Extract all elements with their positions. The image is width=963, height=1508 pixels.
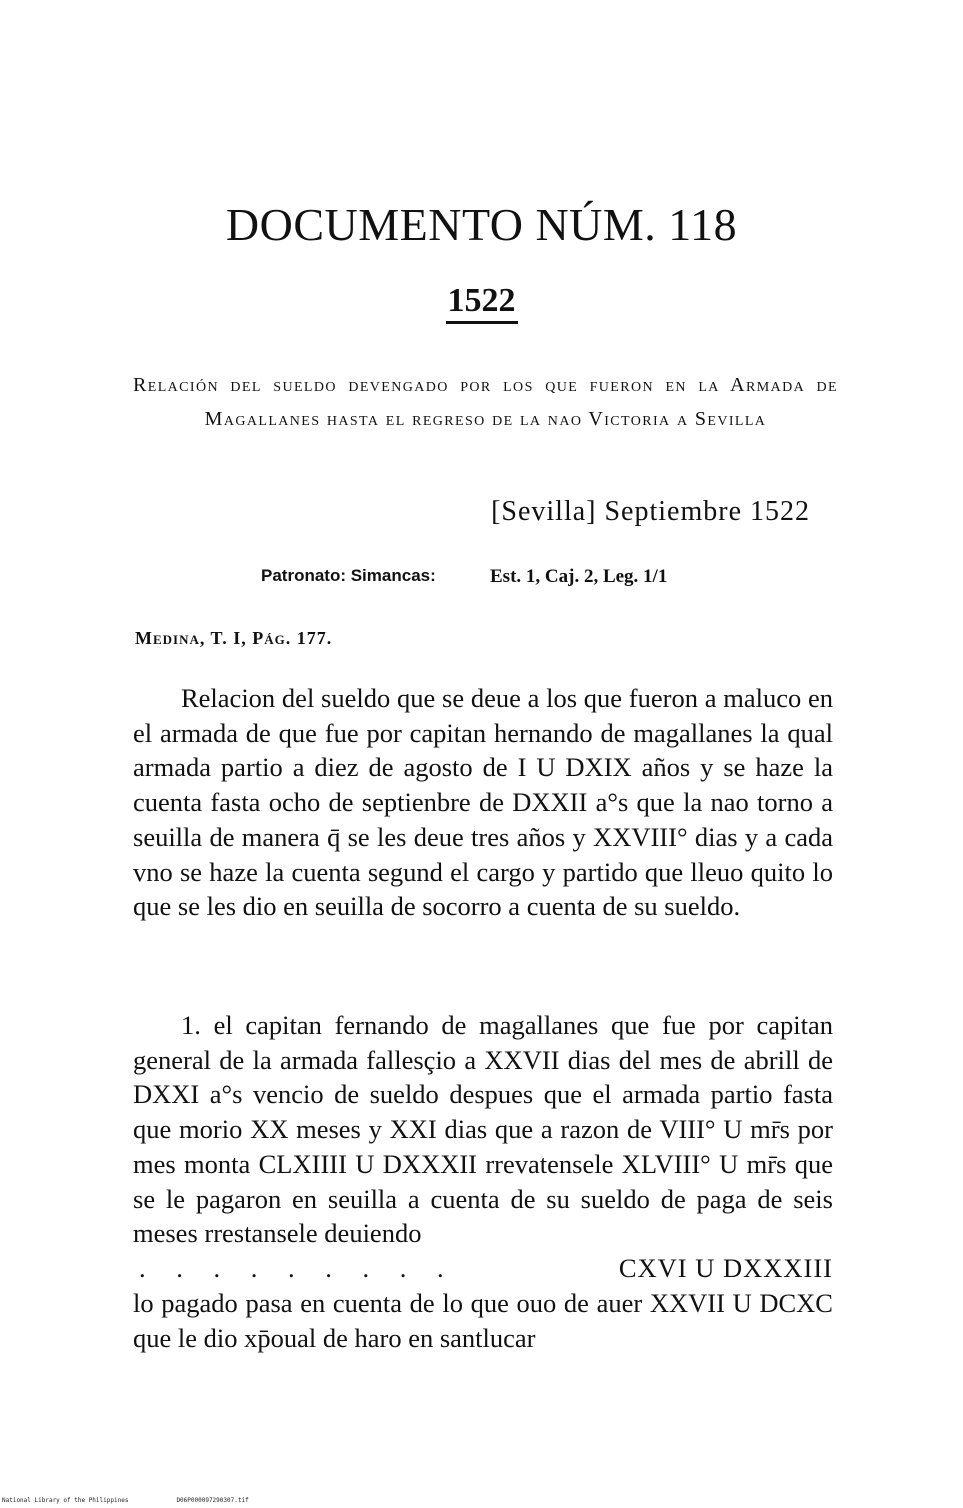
footer-library: National Library of the Philippines [2,1497,129,1504]
document-title: DOCUMENTO NÚM. 118 [225,199,738,250]
paragraph-intro [133,681,833,924]
document-year [0,282,963,320]
archive-label: Patronato: Simancas: [261,566,436,585]
document-heading: Relación del sueldo devengado por los que fueron en la Armada de Magallanes hasta el regreso de la nao Victoria a Sevilla [133,374,838,430]
archive-reference: Est. 1, Caj. 2, Leg. 1/1 [490,566,668,587]
place-date: [Sevilla] Septiembre 1522 [491,496,810,527]
entry-number: 1. [181,1010,201,1040]
document-year-text: 1522 [446,282,518,324]
amount-value: CXVI U DXXXIII [618,1253,833,1283]
paragraph-continuation [133,1286,833,1355]
leader-dots: . . . . . . . . . [139,1253,456,1283]
paragraph-entry-1 [133,1008,833,1251]
footer-file: D06P000097290307.tif [176,1497,249,1504]
scan-footer [2,1497,249,1504]
source-citation: Medina, T. I, Pág. 177. [135,628,333,648]
amount-line [133,1251,833,1286]
paragraph-intro-text: Relacion del sueldo que se deue a los que fueron a maluco en el armada de que fue por capitan hernando de magallanes la qual armada partio a diez de agosto de I U DXIX años y se haze la cuenta fasta ocho de septienbre de DXXII a°s que la nao torno a seuilla de manera q̄ se les deue tres años y XXVIII° dias y a cada vno se haze la cuenta segund el cargo y partido que lleuo quito lo que se les dio en seuilla de socorro a cuenta de su sueldo. [133,683,833,922]
entry-1-text: el capitan fernando de magallanes que fue por capitan general de la armada fallesçio a XXVII dias del mes de abrill de DXXI a°s vencio de sueldo despues que el armada partio fasta que morio XX meses y XXI dias que a razon de VIII° U mr̄s por mes monta CLXIIII U DXXXII rrevatensele XLVIII° U mr̄s que se le pagaron en seuilla a cuenta de su sueldo de paga de seis meses rrestansele deuiendo [133,1010,833,1249]
paragraph-continuation-text: lo pagado pasa en cuenta de lo que ouo de auer XXVII U DCXC que le dio xp̄oual de haro en santlucar [133,1288,833,1353]
